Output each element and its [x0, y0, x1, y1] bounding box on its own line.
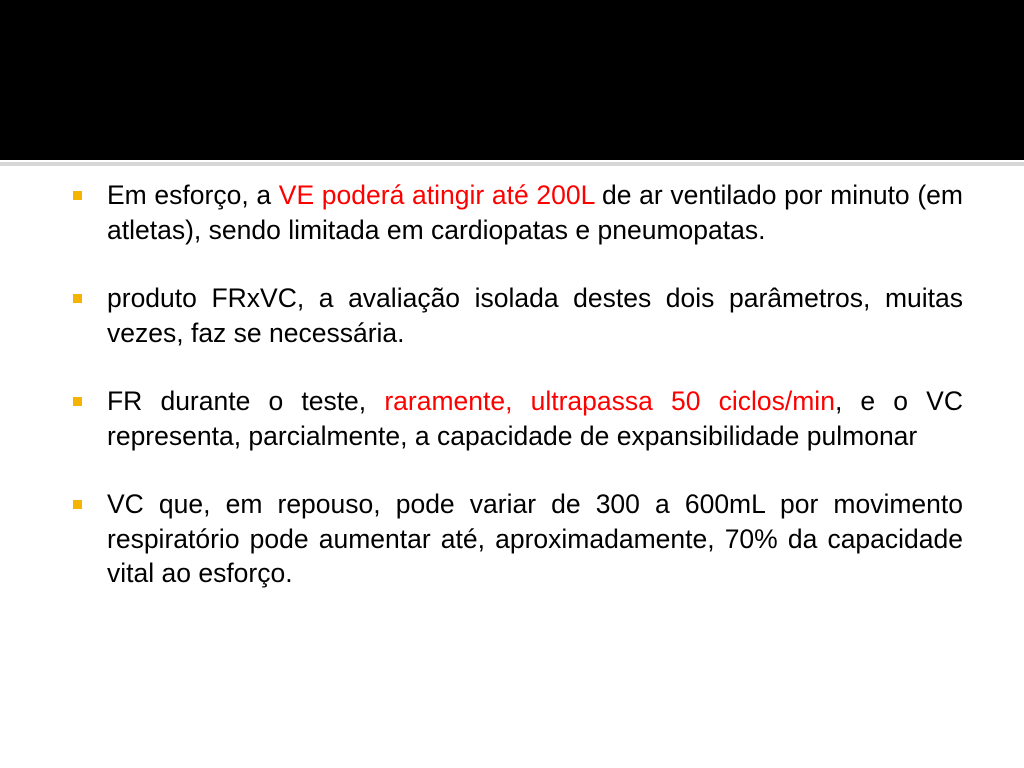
bullet-text-highlight: VE poderá atingir até 200L: [278, 180, 595, 210]
square-bullet-icon: [73, 397, 82, 406]
title-band: [0, 0, 1024, 160]
bullet-text-highlight: raramente, ultrapassa 50 ciclos/min: [384, 386, 835, 416]
bullet-text-post: , e o VC representa, parcialmente, a capacidade de expansibilidade pulmonar: [107, 386, 963, 451]
square-bullet-icon: [73, 191, 82, 200]
bullet-text-pre: produto FRxVC, a avaliação isolada destes dois parâmetros, muitas vezes, faz se necessária.: [107, 283, 963, 348]
bullet-item: [73, 178, 963, 247]
bullet-text-pre: FR durante o teste,: [107, 386, 385, 416]
bullet-text-pre: Em esforço, a: [107, 180, 279, 210]
bullet-item: [73, 281, 963, 350]
square-bullet-icon: [73, 294, 82, 303]
title-divider: [0, 162, 1024, 166]
bullet-text-post: de ar ventilado por minuto (em atletas), sendo limitada em cardiopatas e pneumopatas.: [107, 180, 963, 245]
bullet-item: [73, 384, 963, 453]
bullet-list: [73, 178, 963, 591]
square-bullet-icon: [73, 500, 82, 509]
bullet-item: [73, 487, 963, 591]
bullet-text-pre: VC que, em repouso, pode variar de 300 a 600mL por movimento respiratório pode aumentar até, aproximadamente, 70% da capacidade vital ao esforço.: [107, 489, 963, 588]
